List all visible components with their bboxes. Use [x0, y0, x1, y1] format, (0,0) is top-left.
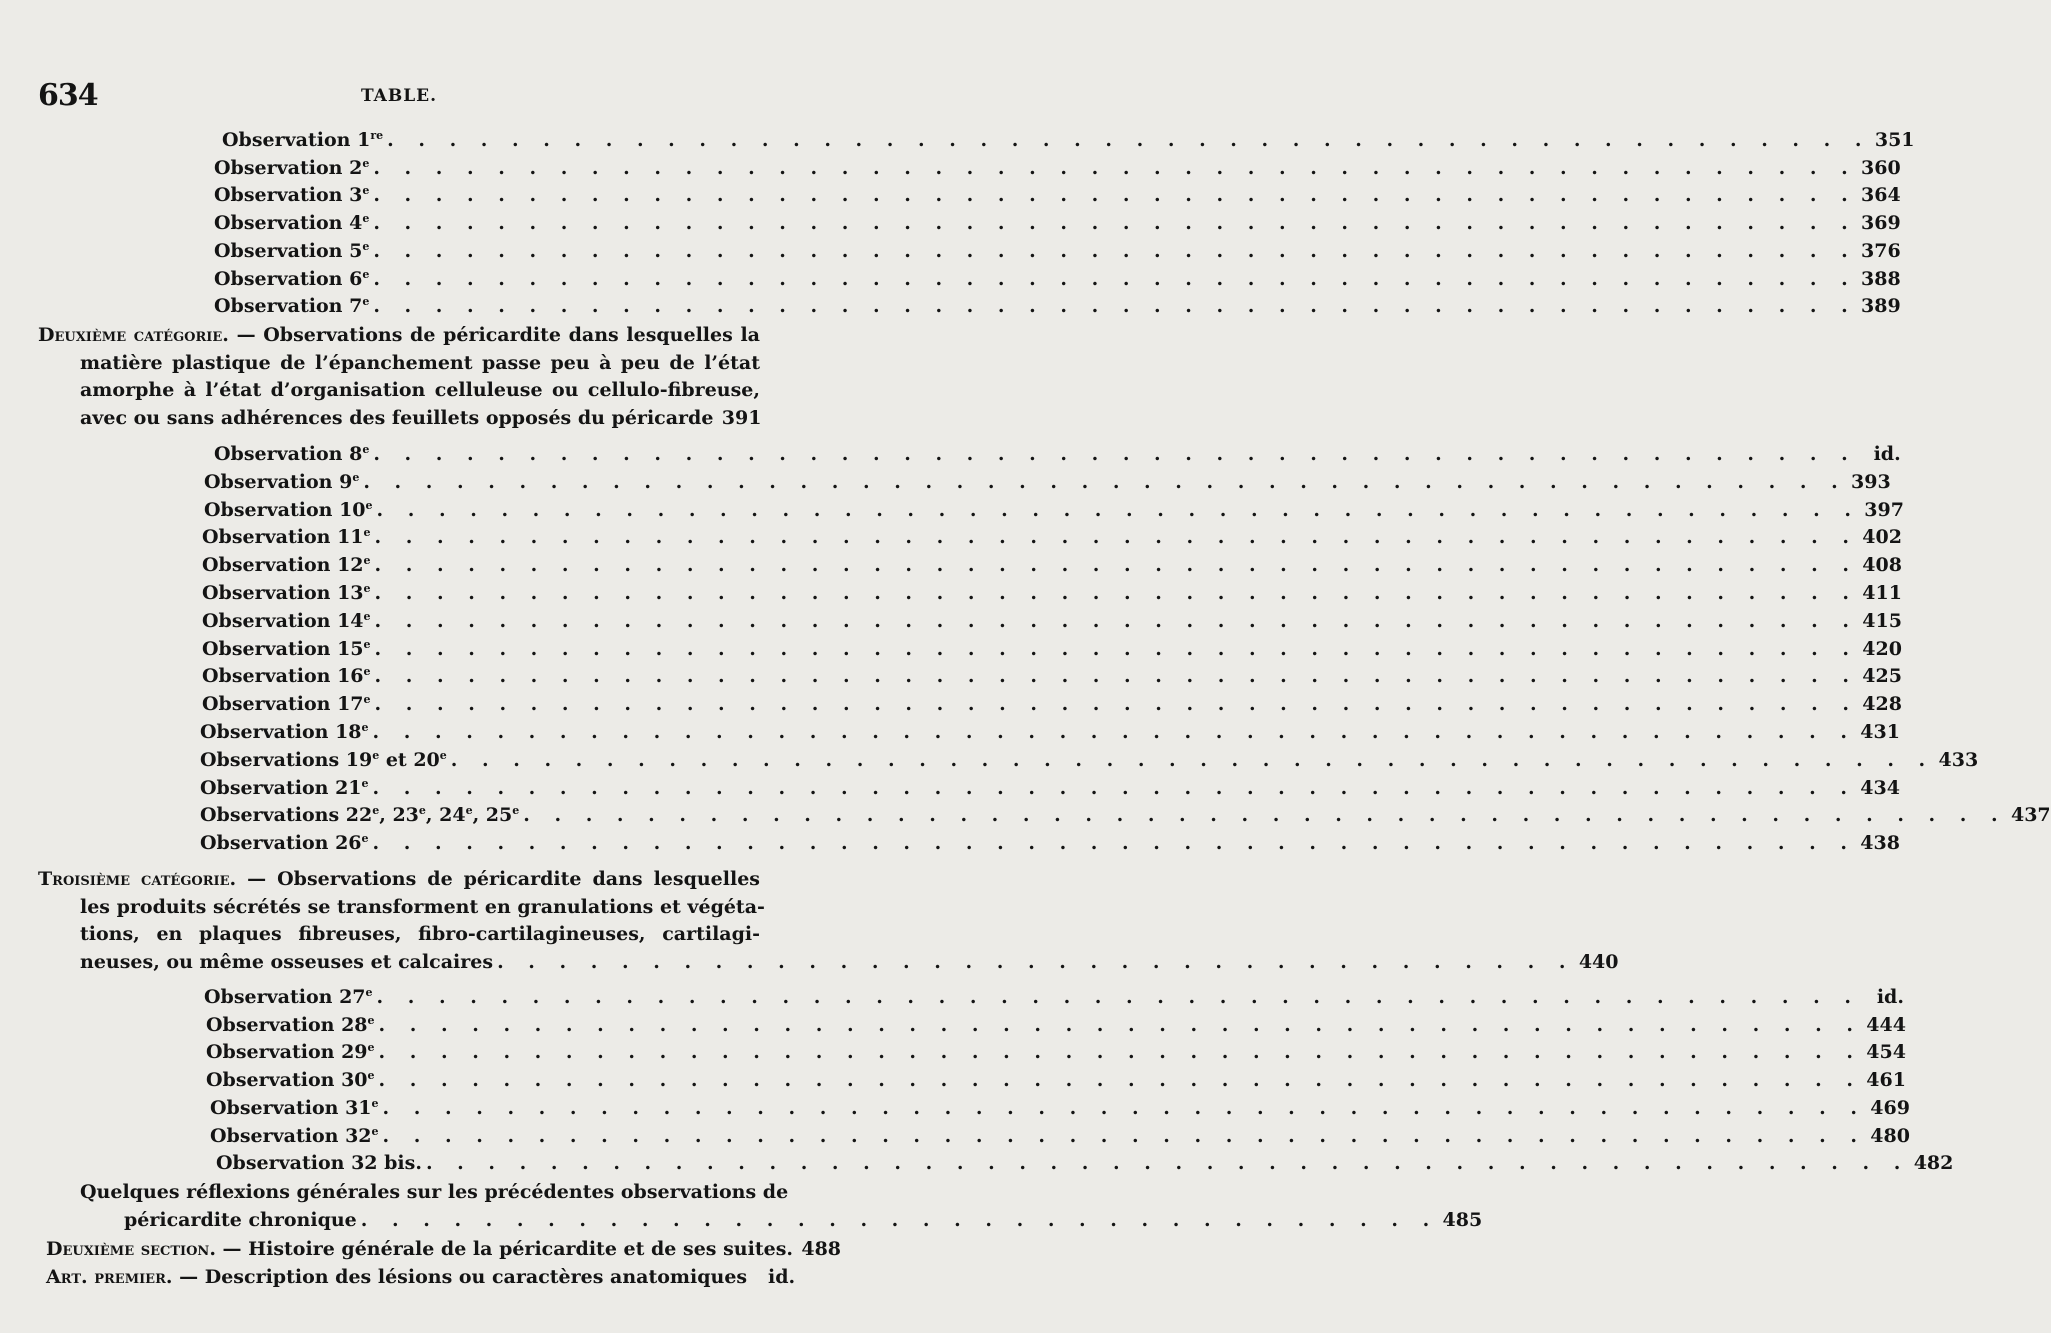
ordinal-suffix: e [363, 609, 371, 623]
leader-dots [379, 1011, 1862, 1039]
toc-row [214, 265, 1901, 293]
leader-dots [373, 774, 1856, 802]
section-2-heading: Deuxième section. [46, 1238, 216, 1260]
observation-label: Observations 22e, 23e, 24e, 25e [200, 804, 520, 827]
observation-label: Observation 10e [204, 498, 373, 521]
category-2-line4: avec ou sans adhérences des feuillets opposés du péricarde [80, 406, 714, 429]
ordinal-suffix: e [367, 1069, 375, 1083]
toc-row [206, 1066, 1906, 1094]
observation-label: Observation 26e [200, 832, 369, 855]
category-2-line1: — Observations de péricardite dans lesquelles la [228, 324, 760, 346]
page-ref: 437 [2010, 804, 2051, 827]
page-ref: 411 [1862, 582, 1902, 604]
toc-row [214, 154, 1901, 182]
reflexions-line1: Quelques réflexions générales sur les précédentes observations de [80, 1181, 789, 1203]
section-2-text: — Histoire générale de la péricardite et de ses suites. [215, 1238, 794, 1260]
toc-row [200, 718, 1900, 746]
page-ref: 376 [1861, 239, 1901, 262]
page-ref: 433 [1938, 748, 1979, 771]
page-ref: 402 [1862, 526, 1902, 549]
observation-label: Observation 7e [214, 295, 370, 318]
page-ref: 431 [1860, 721, 1900, 743]
observation-label: Observation 32 bis. [216, 1152, 422, 1175]
toc-row [210, 1122, 1910, 1150]
category-3-line1: — Observations de péricardite dans lesquelles [236, 868, 760, 890]
ordinal-suffix: e [367, 1041, 375, 1055]
observation-label: Observation 3e [214, 184, 370, 207]
page-ref: 482 [1913, 1152, 1954, 1175]
article-1-page: id. [768, 1266, 796, 1288]
leader-dots [379, 1038, 1862, 1066]
page-ref: 415 [1862, 609, 1902, 632]
category-2-heading: Deuxième catégorie. [38, 324, 229, 346]
page-header [38, 78, 760, 118]
leader-dots [375, 607, 1858, 635]
observation-label: Observation 30e [206, 1069, 375, 1092]
leader-dots [373, 718, 1856, 746]
ordinal-suffix: e [361, 721, 369, 734]
category-3-line3: tions, en plaques fibreuses, fibro-cartilagineuses, cartilagi- [80, 923, 760, 945]
reflexions-line2: péricardite chronique [124, 1208, 357, 1231]
toc-row [222, 126, 1915, 154]
page-ref: 360 [1861, 156, 1901, 179]
ordinal-suffix: re [370, 129, 384, 142]
ordinal-suffix: e [363, 665, 371, 679]
ordinal-suffix: e [361, 776, 369, 790]
category-2-page: 391 [721, 406, 762, 429]
leader-dots [363, 468, 1846, 496]
leader-dots [375, 523, 1858, 551]
toc-row [200, 829, 1900, 857]
toc-row [214, 440, 1901, 468]
toc-row [210, 1094, 1910, 1122]
toc-row [214, 209, 1901, 237]
ordinal-suffix: e [372, 804, 380, 818]
toc-row [202, 551, 1902, 579]
leader-dots [375, 635, 1858, 663]
ordinal-suffix: e [365, 986, 373, 999]
toc-row [204, 983, 1904, 1011]
page-ref: id. [1873, 443, 1901, 465]
leader-dots [383, 1094, 1866, 1122]
section-2-entry [38, 1236, 842, 1264]
leader-dots [497, 949, 1574, 977]
page-ref: 438 [1860, 832, 1900, 855]
ordinal-suffix: e [361, 832, 369, 846]
ordinal-suffix: e [362, 184, 370, 198]
observation-label: Observation 32e [210, 1124, 379, 1147]
ordinal-suffix: e [362, 239, 370, 253]
leader-dots [383, 1122, 1866, 1150]
observation-label: Observation 28e [206, 1013, 375, 1036]
section-2-page: 488 [801, 1238, 842, 1260]
page-ref: 364 [1861, 184, 1901, 207]
ordinal-suffix: e [363, 526, 371, 540]
page-ref: 444 [1866, 1013, 1906, 1036]
ordinal-suffix: e [362, 443, 370, 456]
page-number: 634 [38, 78, 98, 113]
page-ref: 469 [1870, 1096, 1910, 1119]
page-ref: 420 [1862, 637, 1902, 660]
observation-label: Observation 5e [214, 239, 370, 262]
observation-label: Observation 14e [202, 609, 371, 632]
toc-row [204, 496, 1904, 524]
category-3-line2: les produits sécrétés se transforment en granulations et végéta- [80, 895, 765, 918]
ordinal-suffix: e [363, 693, 371, 707]
ordinal-suffix: e [363, 637, 371, 651]
category-3-heading: Troisième catégorie. [38, 868, 237, 890]
leader-dots [377, 983, 1860, 1011]
observation-label: Observation 17e [202, 693, 371, 716]
page-title: TABLE. [360, 86, 438, 106]
toc-row [202, 523, 1902, 551]
page-ref: 434 [1860, 776, 1900, 799]
leader-dots [375, 662, 1858, 690]
ordinal-suffix: e [365, 498, 373, 512]
page-ref: 393 [1851, 470, 1891, 493]
toc-row [206, 1038, 1906, 1066]
category-3-page: 440 [1578, 950, 1619, 973]
toc-row [200, 746, 1979, 774]
toc-row [200, 774, 1900, 802]
observation-label: Observation 31e [210, 1096, 379, 1119]
page-ref: 397 [1864, 498, 1904, 521]
article-1-text: — Description des lésions ou caractères anatomiques [172, 1266, 748, 1288]
leader-dots [373, 154, 1856, 182]
page-ref: 351 [1874, 129, 1915, 151]
ordinal-suffix: e [512, 804, 520, 818]
ordinal-suffix: e [362, 267, 370, 281]
ordinal-suffix: e [362, 212, 370, 226]
toc-row [202, 579, 1902, 607]
page-ref: 454 [1866, 1041, 1906, 1064]
category-3-line4: neuses, ou même osseuses et calcaires [80, 950, 494, 973]
leader-dots [375, 690, 1858, 718]
page-ref: 388 [1861, 267, 1901, 290]
toc-row [214, 237, 1901, 265]
toc-row [214, 181, 1901, 209]
reflexions-page: 485 [1442, 1208, 1483, 1231]
ordinal-suffix: e [352, 470, 360, 484]
observation-label: Observation 16e [202, 665, 371, 688]
leader-dots [523, 801, 2006, 829]
leader-dots [451, 746, 1934, 774]
toc-row [202, 690, 1902, 718]
leader-dots [373, 265, 1856, 293]
page-ref: 428 [1862, 693, 1902, 716]
reflexions-entry [38, 1179, 1483, 1234]
leader-dots [426, 1149, 1909, 1177]
observation-label: Observation 2e [214, 156, 370, 179]
observation-label: Observation 27e [204, 986, 373, 1008]
leader-dots [361, 1207, 1438, 1235]
ordinal-suffix: e [367, 1013, 375, 1027]
observation-label: Observation 8e [214, 443, 370, 465]
leader-dots [373, 237, 1856, 265]
category-2-line3: amorphe à l’état d’organisation celluleuse ou cellulo-fibreuse, [80, 379, 760, 401]
observation-label: Observation 29e [206, 1041, 375, 1064]
toc-row [202, 635, 1902, 663]
ordinal-suffix: e [371, 1124, 379, 1138]
leader-dots [377, 496, 1860, 524]
leader-dots [373, 440, 1856, 468]
ordinal-suffix: e [439, 748, 447, 762]
leader-dots [379, 1066, 1862, 1094]
observation-label: Observation 6e [214, 267, 370, 290]
observation-label: Observation 18e [200, 721, 369, 743]
ordinal-suffix: e [465, 804, 473, 818]
toc-row [202, 607, 1902, 635]
toc-row [216, 1149, 1954, 1177]
article-1-heading: Art. premier. [46, 1266, 173, 1288]
article-1-entry [38, 1264, 796, 1292]
leader-dots [373, 181, 1856, 209]
observation-label: Observation 13e [202, 582, 371, 604]
observation-label: Observations 19e et 20e [200, 748, 447, 771]
ordinal-suffix: e [363, 554, 371, 568]
ordinal-suffix: e [371, 1096, 379, 1110]
observation-label: Observation 4e [214, 212, 370, 235]
toc-row [206, 1011, 1906, 1039]
page-ref: 461 [1866, 1069, 1906, 1092]
leader-dots [375, 579, 1858, 607]
leader-dots [375, 551, 1858, 579]
category-2-line2: matière plastique de l’épanchement passe peu à peu de l’état [80, 351, 760, 374]
page-ref: 425 [1862, 665, 1902, 688]
observation-label: Observation 12e [202, 554, 371, 577]
page-ref: 408 [1862, 554, 1902, 577]
page-ref: 480 [1870, 1124, 1910, 1147]
observation-label: Observation 21e [200, 776, 369, 799]
observation-label: Observation 9e [204, 470, 360, 493]
ordinal-suffix: e [362, 156, 370, 170]
observation-label: Observation 11e [202, 526, 371, 549]
page-ref: 389 [1861, 295, 1901, 318]
toc-row [214, 292, 1901, 320]
leader-dots [373, 829, 1856, 857]
page-ref: id. [1876, 986, 1904, 1008]
toc-row [204, 468, 1891, 496]
ordinal-suffix: e [363, 582, 371, 595]
category-2-entry [38, 322, 760, 432]
leader-dots [387, 126, 1870, 154]
leader-dots [373, 292, 1856, 320]
toc-row [200, 801, 2051, 829]
ordinal-suffix: e [372, 748, 380, 762]
ordinal-suffix: e [362, 295, 370, 309]
observation-label: Observation 15e [202, 637, 371, 660]
observation-label: Observation 1re [222, 129, 384, 151]
ordinal-suffix: e [418, 804, 426, 818]
toc-row [202, 662, 1902, 690]
leader-dots [373, 209, 1856, 237]
category-3-entry [38, 866, 1619, 976]
page-ref: 369 [1861, 212, 1901, 235]
